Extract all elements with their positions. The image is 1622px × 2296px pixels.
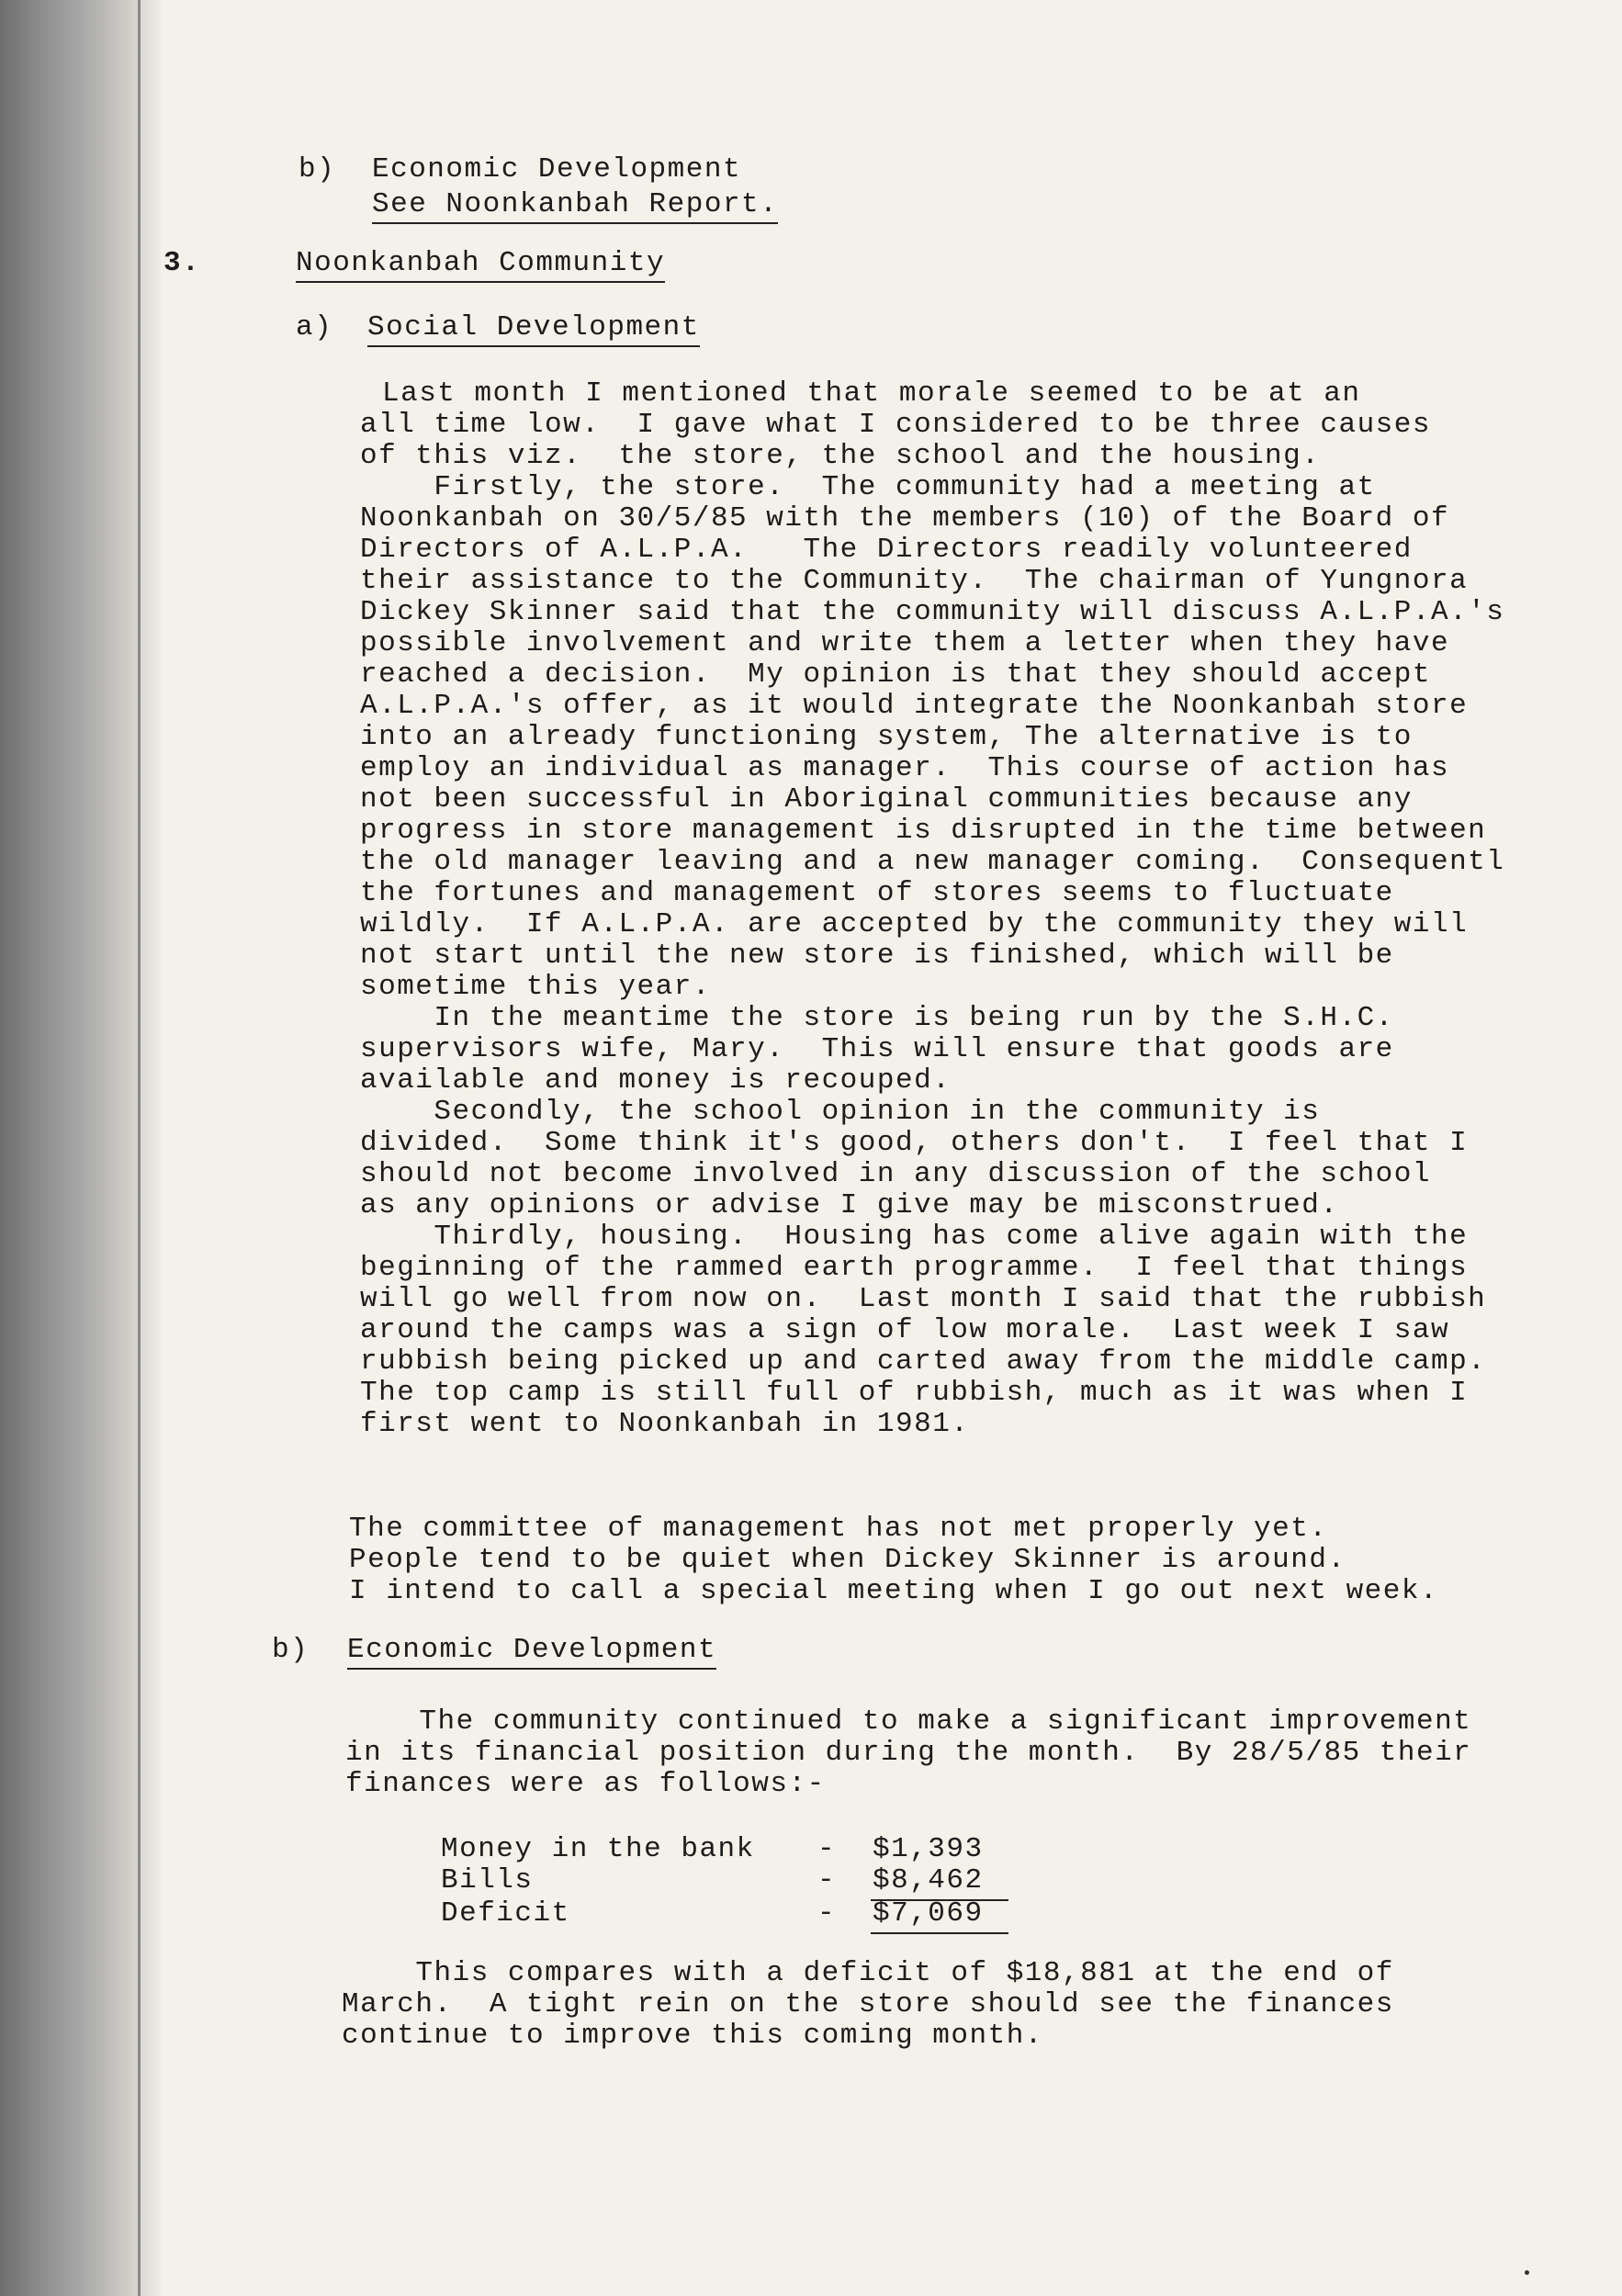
subsection-a-title: Social Development <box>367 312 700 343</box>
text-line: rubbish being picked up and carted away from the middle camp. <box>360 1345 1487 1378</box>
text-line: divided. Some think it's good, others don't. I feel that I <box>360 1127 1469 1159</box>
text-line: into an already functioning system, The alternative is to <box>360 721 1413 753</box>
finance-dash: - <box>817 1833 837 1865</box>
text-line: Thirdly, housing. Housing has come alive again with the <box>360 1221 1469 1253</box>
finance-label: Deficit <box>441 1897 570 1930</box>
text-line: The community continued to make a significant improvement <box>345 1705 1472 1738</box>
text-line: supervisors wife, Mary. This will ensure that goods are <box>360 1033 1394 1065</box>
text-line: all time low. I gave what I considered to be three causes <box>360 409 1431 441</box>
scan-binding-shadow <box>0 0 161 2296</box>
text-line: In the meantime the store is being run by the S.H.C. <box>360 1002 1394 1034</box>
text-line: not been successful in Aboriginal communities because any <box>360 783 1413 816</box>
finance-dash: - <box>817 1897 837 1930</box>
text-line: in its financial position during the month. By 28/5/85 their <box>345 1737 1472 1769</box>
text-line: progress in store management is disrupted in the time between <box>360 815 1487 847</box>
text-line: wildly. If A.L.P.A. are accepted by the community they will <box>360 908 1469 940</box>
text-line: A.L.P.A.'s offer, as it would integrate the Noonkanbah store <box>360 690 1469 722</box>
text-line: Noonkanbah on 30/5/85 with the members (10) of the Board of <box>360 502 1450 535</box>
text-line: People tend to be quiet when Dickey Skinner is around. <box>349 1544 1346 1576</box>
text-line: Dickey Skinner said that the community will discuss A.L.P.A.'s <box>360 596 1505 628</box>
text-line: of this viz. the store, the school and the housing. <box>360 440 1321 472</box>
text-line: their assistance to the Community. The chairman of Yungnora <box>360 565 1469 597</box>
finance-amount: $7,069 <box>873 1897 984 1930</box>
text-line: the old manager leaving and a new manager coming. Consequentl <box>360 846 1505 878</box>
text-line: The committee of management has not met properly yet. <box>349 1513 1328 1545</box>
subsection-b-label: b) <box>272 1634 310 1666</box>
scan-binding-edge <box>138 0 141 2296</box>
text-line: Directors of A.L.P.A. The Directors readily volunteered <box>360 534 1413 566</box>
text-line: The top camp is still full of rubbish, much as it was when I <box>360 1377 1469 1409</box>
subsection-a-label: a) <box>296 311 333 343</box>
text-line: I intend to call a special meeting when I go out next week. <box>349 1575 1439 1607</box>
text-line: finances were as follows:- <box>345 1768 826 1800</box>
text-line: Firstly, the store. The community had a meeting at <box>360 471 1376 503</box>
text-line: possible involvement and write them a letter when they have <box>360 627 1450 659</box>
finance-dash: - <box>817 1864 837 1896</box>
text-line: around the camps was a sign of low morale. Last week I saw <box>360 1314 1450 1346</box>
section-number: 3. <box>163 247 201 279</box>
finance-label: Money in the bank <box>441 1833 755 1865</box>
text-line: as any opinions or advise I give may be misconstrued. <box>360 1189 1339 1221</box>
text-line: first went to Noonkanbah in 1981. <box>360 1408 970 1440</box>
finance-label: Bills <box>441 1864 534 1896</box>
finance-amount: $8,462 <box>873 1864 984 1896</box>
text-line: reached a decision. My opinion is that they should accept <box>360 658 1431 691</box>
text-line: Secondly, the school opinion in the community is <box>360 1096 1321 1128</box>
text-line: March. A tight rein on the store should see the finances <box>342 1988 1394 2020</box>
text-line: available and money is recouped. <box>360 1064 952 1097</box>
section-title: Noonkanbah Community <box>296 248 665 279</box>
text-line: sometime this year. <box>360 971 711 1003</box>
text-line: employ an individual as manager. This course of action has <box>360 752 1450 784</box>
text-line: Last month I mentioned that morale seemed to be at an <box>382 377 1361 410</box>
text-line: not start until the new store is finished, which will be <box>360 940 1394 972</box>
scan-speck <box>1525 2270 1529 2275</box>
text-line: the fortunes and management of stores seems to fluctuate <box>360 877 1394 909</box>
subsection-b-title: Economic Development <box>347 1635 716 1666</box>
header-b-title: Economic Development <box>372 153 742 186</box>
finance-amount: $1,393 <box>873 1833 984 1865</box>
finances-table <box>441 1833 1029 1943</box>
text-line: This compares with a deficit of $18,881 at the end of <box>342 1957 1394 1989</box>
text-line: continue to improve this coming month. <box>342 2020 1043 2052</box>
text-line: beginning of the rammed earth programme. I feel that things <box>360 1252 1469 1284</box>
header-b-label: b) <box>298 153 336 186</box>
text-line: will go well from now on. Last month I said that the rubbish <box>360 1283 1487 1315</box>
header-b-reference: See Noonkanbah Report. <box>372 189 778 220</box>
sum-rule-bottom <box>871 1932 1008 1934</box>
text-line: should not become involved in any discussion of the school <box>360 1158 1431 1190</box>
